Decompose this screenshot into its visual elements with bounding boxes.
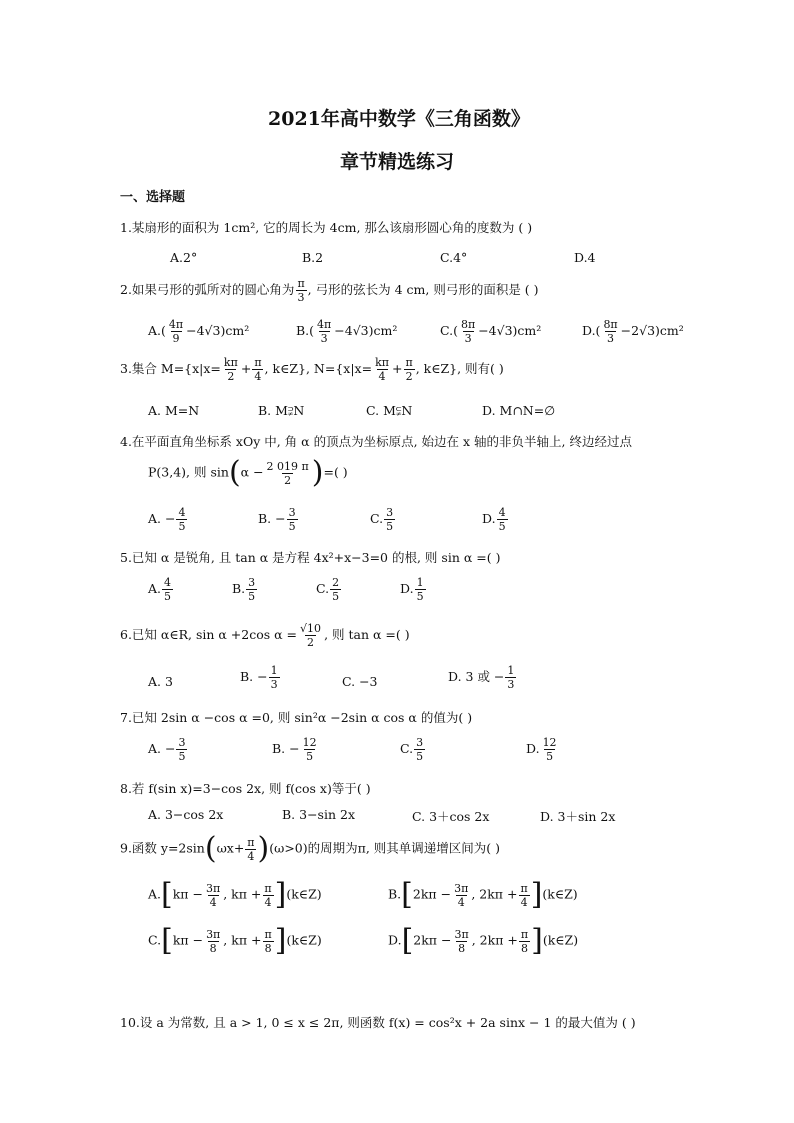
q8-option-a: A. 3−cos 2x xyxy=(148,807,224,822)
q5-option-d: D. $\frac{1}{5}$ xyxy=(400,576,424,603)
q3-option-c: C. M⫋N xyxy=(366,403,413,418)
q8-option-b: B. 3−sin 2x xyxy=(282,807,355,822)
q3-option-d: D. M∩N=∅ xyxy=(482,403,556,418)
q2-option-d: D.( $\frac{8\pi}{3}$ −2√3)cm² xyxy=(582,318,684,345)
q2-option-a: A.( $\frac{4\pi}{9}$ −4√3)cm² xyxy=(148,318,250,345)
q1-option-a: A.2° xyxy=(170,250,198,265)
question-3-stem: 3.集合 M={x|x= $\frac{k\pi}{2}$ + $\frac{\pi}{4}$ , k∈Z}, N={x|x= $\frac{k\pi}{4}$ + $\frac{\pi}{2}$ , k∈Z}, 则有( ) xyxy=(120,356,504,383)
question-1-stem: 1.某扇形的面积为 1cm², 它的周长为 4cm, 那么该扇形圆心角的度数为 ( ) xyxy=(120,220,533,235)
question-10-stem: 10.设 a 为常数, 且 a > 1, 0 ≤ x ≤ 2π, 则函数 f(x) = cos²x + 2a sinx − 1 的最大值为 ( ) xyxy=(120,1015,636,1030)
q6-option-a: A. 3 xyxy=(148,674,173,689)
page-subtitle: 章节精选练习 xyxy=(340,151,455,173)
q1-option-d: D.4 xyxy=(574,250,596,265)
q4-option-c: C. $\frac{3}{5}$ xyxy=(370,506,394,533)
q5-option-c: C. $\frac{2}{5}$ xyxy=(316,576,340,603)
question-9-stem: 9.函数 y=2sin(ωx+ $\frac{\pi}{4}$ )(ω>0)的周期为π, 则其单调递增区间为( ) xyxy=(120,831,501,866)
q2-stem-post: , 弓形的弦长为 4 cm, 则弓形的面积是 ( ) xyxy=(307,282,539,297)
page-title: 2021年高中数学《三角函数》 xyxy=(268,108,530,130)
q2-angle-fraction: $\frac{\pi}{3}$ xyxy=(297,277,305,304)
section-heading: 一、选择题 xyxy=(120,190,186,205)
question-5-stem: 5.已知 α 是锐角, 且 tan α 是方程 4x²+x−3=0 的根, 则 sin α =( ) xyxy=(120,550,501,565)
q7-option-a: A. − $\frac{3}{5}$ xyxy=(148,736,186,763)
question-8-stem: 8.若 f(sin x)=3−cos 2x, 则 f(cos x)等于( ) xyxy=(120,781,371,796)
q5-option-a: A. $\frac{4}{5}$ xyxy=(148,576,172,603)
q9-option-d: D.[2kπ − $\frac{3\pi}{8}$ , 2kπ + $\frac{\pi}{8}$ ](k∈Z) xyxy=(388,923,579,958)
q8-option-d: D. 3＋sin 2x xyxy=(540,809,616,824)
q6-option-d: D. 3 或 − $\frac{1}{3}$ xyxy=(448,664,515,691)
q2-stem-pre: 2.如果弓形的弧所对的圆心角为 xyxy=(120,282,295,297)
q6-option-b: B. − $\frac{1}{3}$ xyxy=(240,664,278,691)
q6-option-c: C. −3 xyxy=(342,674,378,689)
q3-option-a: A. M=N xyxy=(148,403,200,418)
q3-option-b: B. M⫌N xyxy=(258,403,305,418)
q7-option-c: C. $\frac{3}{5}$ xyxy=(400,736,424,763)
question-2-stem xyxy=(120,277,539,304)
question-4-line-2: P(3,4), 则 sin(α − $\frac{2 019 \pi}{2}$ )=( ) xyxy=(148,455,348,490)
q2-option-c: C.( $\frac{8\pi}{3}$ −4√3)cm² xyxy=(440,318,542,345)
question-7-stem: 7.已知 2sin α −cos α =0, 则 sin²α −2sin α cos α 的值为( ) xyxy=(120,710,473,725)
q9-option-c: C.[kπ − $\frac{3\pi}{8}$ , kπ + $\frac{\pi}{8}$ ](k∈Z) xyxy=(148,923,322,958)
q9-option-b: B.[2kπ − $\frac{3\pi}{4}$ , 2kπ + $\frac{\pi}{4}$ ](k∈Z) xyxy=(388,877,578,912)
q4-option-d: D. $\frac{4}{5}$ xyxy=(482,506,506,533)
q2-option-b: B.( $\frac{4\pi}{3}$ −4√3)cm² xyxy=(296,318,398,345)
q8-option-c: C. 3＋cos 2x xyxy=(412,809,490,824)
q9-option-a: A.[kπ − $\frac{3\pi}{4}$ , kπ + $\frac{\pi}{4}$ ](k∈Z) xyxy=(148,877,322,912)
q1-option-b: B.2 xyxy=(302,250,324,265)
q5-option-b: B. $\frac{3}{5}$ xyxy=(232,576,256,603)
q4-option-a: A. − $\frac{4}{5}$ xyxy=(148,506,186,533)
question-6-stem: 6.已知 α∈R, sin α +2cos α = $\frac{√10}{2}$ , 则 tan α =( ) xyxy=(120,622,410,649)
q7-option-d: D. $\frac{12}{5}$ xyxy=(526,736,557,763)
q7-option-b: B. − $\frac{12}{5}$ xyxy=(272,736,317,763)
q1-option-c: C.4° xyxy=(440,250,468,265)
question-4-line-1: 4.在平面直角坐标系 xOy 中, 角 α 的顶点为坐标原点, 始边在 x 轴的非负半轴上, 终边经过点 xyxy=(120,434,632,449)
q4-option-b: B. − $\frac{3}{5}$ xyxy=(258,506,296,533)
